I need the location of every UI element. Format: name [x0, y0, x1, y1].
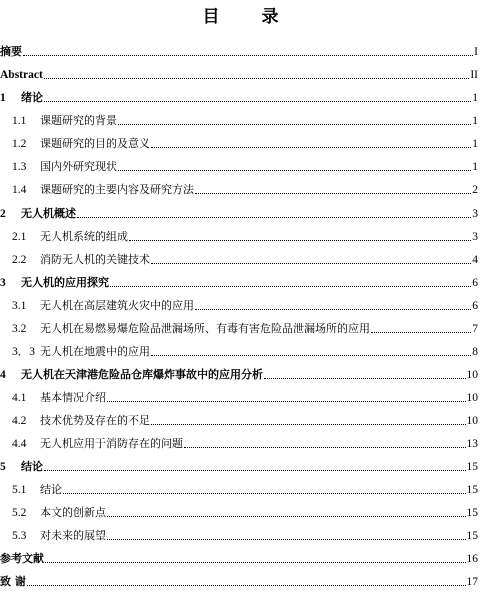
toc-section-entry[interactable]: [0, 229, 478, 245]
toc-dot-leader: [195, 308, 471, 310]
toc-entry-number: 1.4: [12, 184, 27, 196]
toc-entry-title: 无人机在易燃易爆危险品泄漏场所、有毒有害危险品泄漏场所的应用: [40, 322, 370, 335]
toc-entry-title: 课题研究的目的及意义: [40, 137, 150, 150]
toc-entry-number: 3: [0, 277, 6, 289]
toc-chapter-entry[interactable]: [0, 459, 478, 475]
toc-entry-title: 结论: [21, 460, 43, 473]
toc-entry-title: 消防无人机的关键技术: [40, 253, 150, 266]
toc-entry-title: 无人机应用于消防存在的问题: [40, 437, 183, 450]
toc-section-entry[interactable]: [0, 159, 478, 175]
toc-entry-number: 2: [0, 208, 6, 220]
toc-section-entry[interactable]: [0, 344, 478, 360]
toc-entry-number: 3．3: [12, 346, 35, 358]
toc-dot-leader: [129, 239, 471, 241]
toc-dot-leader: [195, 192, 471, 194]
toc-section-entry[interactable]: [0, 136, 478, 152]
toc-entry-title: 无人机的应用探究: [21, 276, 109, 289]
toc-entry-title: 致 谢: [0, 575, 26, 588]
toc-entry-number: 5.1: [12, 484, 27, 496]
toc-entry-page-number: 6: [472, 300, 478, 312]
toc-entry-page-number: 15: [466, 530, 478, 542]
toc-entry-page-number: 10: [466, 392, 478, 404]
toc-entry-page-number: 1: [472, 115, 478, 127]
toc-entry-page-number: I: [474, 46, 478, 58]
toc-entry-page-number: 8: [472, 346, 478, 358]
toc-entry-page-number: 4: [472, 254, 478, 266]
toc-entry-number: 3.1: [12, 300, 27, 312]
toc-entry-page-number: 15: [466, 461, 478, 473]
toc-section-entry[interactable]: [0, 298, 478, 314]
toc-entry-title: 技术优势及存在的不足: [40, 414, 150, 427]
toc-dot-leader: [118, 123, 471, 125]
toc-dot-leader: [27, 584, 466, 586]
toc-entry-page-number: 10: [466, 369, 478, 381]
toc-entry-page-number: 1: [472, 92, 478, 104]
toc-chapter-entry[interactable]: [0, 67, 478, 83]
toc-section-entry[interactable]: [0, 505, 478, 521]
toc-entry-page-number: 3: [472, 208, 478, 220]
toc-entry-number: 2.1: [12, 231, 27, 243]
toc-entry-title: 对未来的展望: [40, 529, 106, 542]
toc-section-entry[interactable]: [0, 182, 478, 198]
toc-entry-page-number: 3: [472, 231, 478, 243]
toc-section-entry[interactable]: [0, 528, 478, 544]
toc-entry-page-number: 17: [466, 576, 478, 588]
toc-dot-leader: [77, 216, 471, 218]
toc-entry-number: 1.3: [12, 161, 27, 173]
toc-entry-number: 4.4: [12, 438, 27, 450]
toc-entry-title: Abstract: [0, 69, 43, 81]
toc-entry-title: 课题研究的主要内容及研究方法: [40, 183, 194, 196]
toc-entry-page-number: 10: [466, 415, 478, 427]
toc-entry-number: 3.2: [12, 323, 27, 335]
toc-section-entry[interactable]: [0, 390, 478, 406]
toc-section-entry[interactable]: [0, 482, 478, 498]
toc-chapter-entry[interactable]: [0, 44, 478, 60]
toc-chapter-entry[interactable]: [0, 551, 478, 567]
toc-section-entry[interactable]: [0, 436, 478, 452]
toc-dot-leader: [45, 561, 466, 563]
toc-entry-number: 4.1: [12, 392, 27, 404]
toc-dot-leader: [110, 285, 471, 287]
toc-section-entry[interactable]: [0, 113, 478, 129]
toc-entry-page-number: 1: [472, 161, 478, 173]
toc-entry-title: 国内外研究现状: [40, 160, 117, 173]
toc-chapter-entry[interactable]: [0, 574, 478, 590]
toc-entry-title: 无人机在天津港危险品仓库爆炸事故中的应用分析: [21, 368, 263, 381]
toc-entry-page-number: II: [470, 69, 478, 81]
toc-chapter-entry[interactable]: [0, 206, 478, 222]
toc-entry-number: 4.2: [12, 415, 27, 427]
toc-dot-leader: [118, 169, 471, 171]
toc-entry-title: 绪论: [21, 91, 43, 104]
toc-entry-number: 5.3: [12, 530, 27, 542]
toc-dot-leader: [371, 331, 471, 333]
toc-dot-leader: [151, 423, 466, 425]
toc-entry-title: 基本情况介绍: [40, 391, 106, 404]
toc-entry-number: 4: [0, 369, 6, 381]
toc-dot-leader: [107, 515, 466, 517]
toc-dot-leader: [23, 54, 473, 56]
toc-entry-page-number: 2: [472, 184, 478, 196]
toc-dot-leader: [44, 77, 470, 79]
toc-chapter-entry[interactable]: [0, 275, 478, 291]
toc-entry-title: 课题研究的背景: [40, 114, 117, 127]
toc-dot-leader: [44, 100, 471, 102]
toc-entry-number: 1.1: [12, 115, 27, 127]
toc-dot-leader: [151, 262, 471, 264]
toc-dot-leader: [44, 469, 466, 471]
toc-entry-title: 无人机在高层建筑火灾中的应用: [40, 299, 194, 312]
toc-entry-number: 1: [0, 92, 6, 104]
toc-entry-page-number: 15: [466, 507, 478, 519]
toc-entry-page-number: 13: [466, 438, 478, 450]
toc-dot-leader: [184, 446, 466, 448]
toc-entry-title: 无人机系统的组成: [40, 230, 128, 243]
toc-entry-title: 无人机在地震中的应用: [40, 345, 150, 358]
toc-dot-leader: [151, 354, 471, 356]
toc-section-entry[interactable]: [0, 413, 478, 429]
toc-entry-page-number: 1: [472, 138, 478, 150]
toc-entry-title: 无人机概述: [21, 207, 76, 220]
toc-section-entry[interactable]: [0, 252, 478, 268]
toc-entry-number: 5.2: [12, 507, 27, 519]
toc-dot-leader: [107, 538, 466, 540]
toc-entry-title: 参考文献: [0, 552, 44, 565]
toc-entry-page-number: 16: [466, 553, 478, 565]
toc-chapter-entry[interactable]: [0, 367, 478, 383]
toc-entry-page-number: 7: [472, 323, 478, 335]
toc-entry-page-number: 6: [472, 277, 478, 289]
toc-section-entry[interactable]: [0, 321, 478, 337]
toc-chapter-entry[interactable]: [0, 90, 478, 106]
toc-entry-number: 5: [0, 461, 6, 473]
toc-dot-leader: [107, 400, 466, 402]
toc-dot-leader: [264, 377, 466, 379]
toc-dot-leader: [63, 492, 466, 494]
toc-entry-title: 摘要: [0, 45, 22, 58]
toc-entry-page-number: 15: [466, 484, 478, 496]
toc-entry-number: 2.2: [12, 254, 27, 266]
toc-dot-leader: [151, 146, 471, 148]
toc-entry-title: 结论: [40, 483, 62, 496]
toc-entry-title: 本文的创新点: [40, 506, 106, 519]
page-title: 目 录: [202, 7, 297, 27]
toc-entry-number: 1.2: [12, 138, 27, 150]
